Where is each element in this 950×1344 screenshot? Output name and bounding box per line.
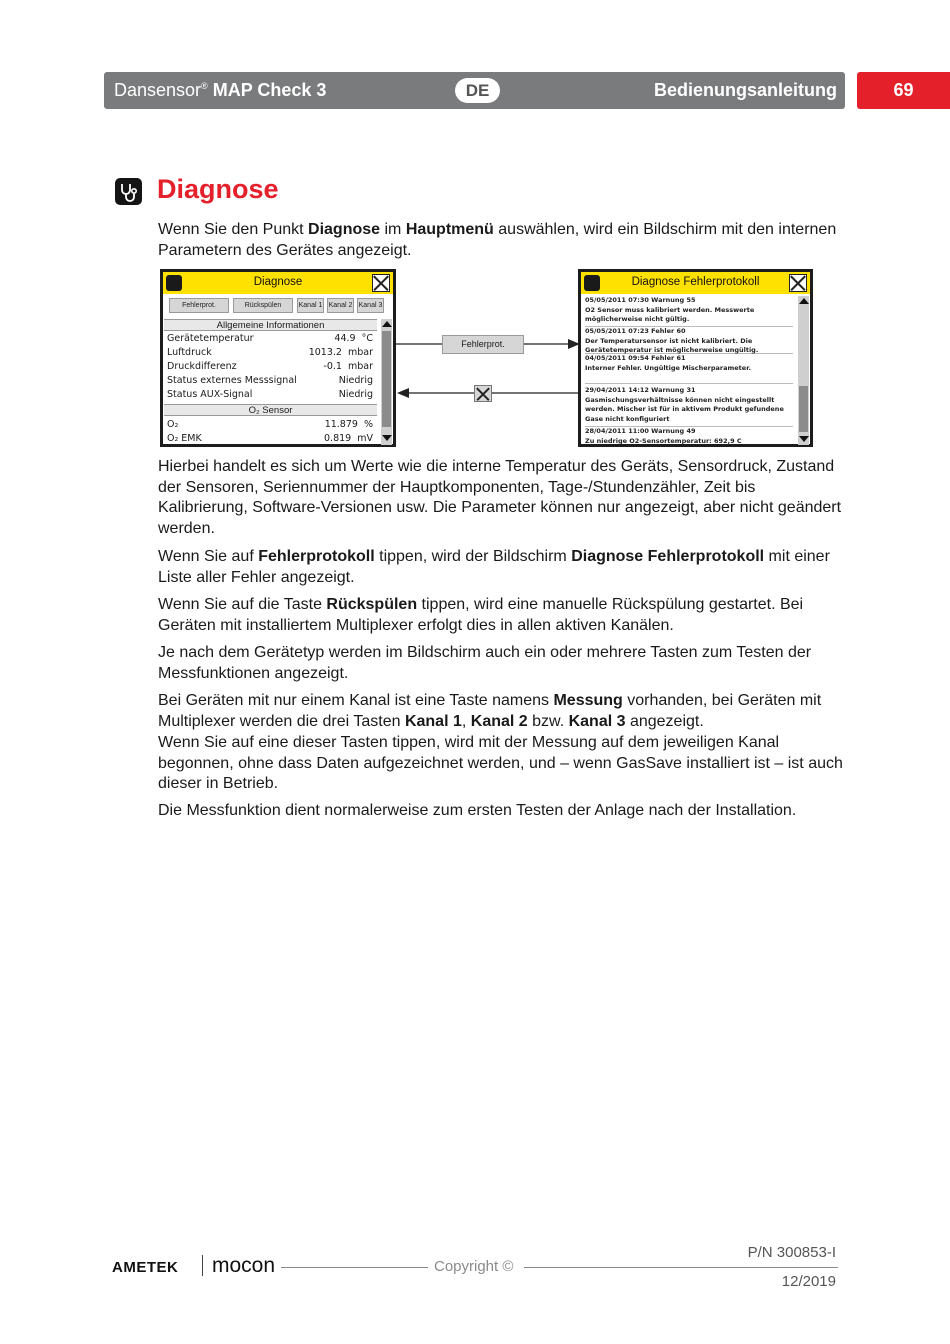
flow-error-log-button: Fehlerprot.	[442, 335, 524, 354]
scrollbar[interactable]	[381, 319, 392, 445]
log-entry[interactable]: 04/05/2011 09:54 Fehler 61 Interner Fehler. Ungültige Mischerparameter.	[585, 354, 793, 384]
paragraph-purpose: Die Messfunktion dient normalerweise zum ersten Testen der Anlage nach der Installation.	[158, 802, 797, 819]
scroll-down-icon[interactable]	[799, 436, 809, 442]
channel-2-button[interactable]: Kanal 2	[327, 298, 354, 313]
paragraph-channels: Bei Geräten mit nur einem Kanal ist eine Taste namens Messung vorhanden, bei Geräten mit Multiplexer werden die drei Tasten Kanal 1, Kanal 2 bzw. Kanal 3 angezeigt.	[158, 692, 822, 730]
mocon-logo: mocon	[212, 1254, 276, 1277]
backflush-button[interactable]: Rückspülen	[233, 298, 293, 313]
section-o2-sensor: O₂ Sensor	[164, 404, 377, 416]
footer-rule	[524, 1267, 838, 1268]
page-title: Diagnose	[157, 174, 279, 204]
section-general-info: Allgemeine Informationen	[164, 319, 377, 331]
log-entry[interactable]: 29/04/2011 14:12 Warnung 31 Gasmischungsverhältnisse können nicht eingestellt werden. Mischer ist für in aktivem Produkt gefundene Gase nicht konfiguriert	[585, 386, 793, 427]
product-name: Dansensor® MAP Check 3	[114, 80, 327, 100]
part-number: P/N 300853-I	[747, 1244, 836, 1261]
paragraph-backflush: Wenn Sie auf die Taste Rückspülen tippen, wird eine manuelle Rückspülung gestartet. Bei Geräten mit installiertem Multiplexer erfolgt dies in allen aktiven Kanälen.	[158, 596, 804, 634]
manual-label: Bedienungsanleitung	[653, 80, 837, 100]
copyright: Copyright ©	[434, 1258, 514, 1275]
scrollbar-thumb[interactable]	[382, 331, 391, 427]
log-entry[interactable]: 28/04/2011 11:00 Warnung 49 Zu niedrige O2-Sensortemperatur: 692,9 C	[585, 427, 742, 445]
language-badge: DE	[455, 78, 500, 103]
paragraph-measurement: Wenn Sie auf eine dieser Tasten tippen, wird mit der Messung auf dem jeweiligen Kanal begonnen, ohne dass Daten aufgezeichnet werden, und – wenn GasSave installiert ist – ist auch dieser in Betrieb.	[158, 734, 843, 793]
screen-title-bar: Diagnose	[163, 272, 393, 294]
page-number: 69	[857, 72, 950, 109]
param-row: Luftdruck 1013.2 mbar	[167, 347, 373, 358]
logo-divider	[202, 1255, 203, 1276]
channel-1-button[interactable]: Kanal 1	[297, 298, 324, 313]
paragraph-error-log: Wenn Sie auf Fehlerprotokoll tippen, wird der Bildschirm Diagnose Fehlerprotokoll mit einer Liste aller Fehler angezeigt.	[158, 548, 830, 586]
log-entry[interactable]: 05/05/2011 07:30 Warnung 55 O2 Sensor muss kalibriert werden. Messwerte möglicherweise nicht gültig.	[585, 296, 793, 327]
scroll-up-icon[interactable]	[799, 298, 809, 304]
paragraph-test-buttons: Je nach dem Gerätetyp werden im Bildschirm auch ein oder mehrere Tasten zum Testen der Messfunktionen angezeigt.	[158, 644, 812, 682]
close-icon[interactable]	[372, 274, 390, 292]
param-row: Gerätetemperatur 44.9 °C	[167, 333, 373, 344]
param-row: Status externes Messsignal Niedrig	[167, 375, 373, 386]
screen-title-bar: Diagnose Fehlerprotokoll	[581, 272, 810, 294]
param-row: Status AUX-Signal Niedrig	[167, 389, 373, 400]
close-icon	[474, 385, 492, 402]
error-log-screen	[578, 269, 813, 447]
scrollbar[interactable]	[798, 296, 809, 445]
header-bar	[104, 72, 845, 109]
intro-paragraph: Wenn Sie den Punkt Diagnose im Hauptmenü auswählen, wird ein Bildschirm mit den internen Parametern des Gerätes angezeigt.	[158, 221, 837, 259]
footer-rule	[281, 1267, 428, 1268]
scroll-up-icon[interactable]	[382, 321, 392, 327]
stethoscope-icon	[115, 178, 142, 205]
close-icon[interactable]	[789, 274, 807, 292]
log-entry[interactable]: 05/05/2011 07:23 Fehler 60 Der Temperatursensor ist nicht kalibriert. Die Gerätetemperatur ist möglicherweise ungültig.	[585, 327, 793, 354]
diagnose-screen	[160, 269, 396, 447]
channel-3-button[interactable]: Kanal 3	[357, 298, 384, 313]
revision-date: 12/2019	[781, 1273, 836, 1290]
param-row: Druckdifferenz -0.1 mbar	[167, 361, 373, 372]
error-log-button[interactable]: Fehlerprot.	[169, 298, 229, 313]
paragraph-values: Hierbei handelt es sich um Werte wie die interne Temperatur des Geräts, Sensordruck, Zustand der Sensoren, Seriennummer der Hauptkomponenten, Tage-/Stundenzähler, Zeit bis Kalibrierung, Software-Versionen usw. Die Parameter können nur angezeigt, aber nicht geändert werden.	[158, 458, 842, 537]
ametek-logo: AMETEK	[112, 1259, 179, 1276]
scroll-down-icon[interactable]	[382, 435, 392, 441]
param-row: O₂ 11.879 %	[167, 419, 373, 430]
param-row: O₂ EMK 0.819 mV	[167, 433, 373, 444]
scrollbar-thumb[interactable]	[799, 386, 808, 432]
